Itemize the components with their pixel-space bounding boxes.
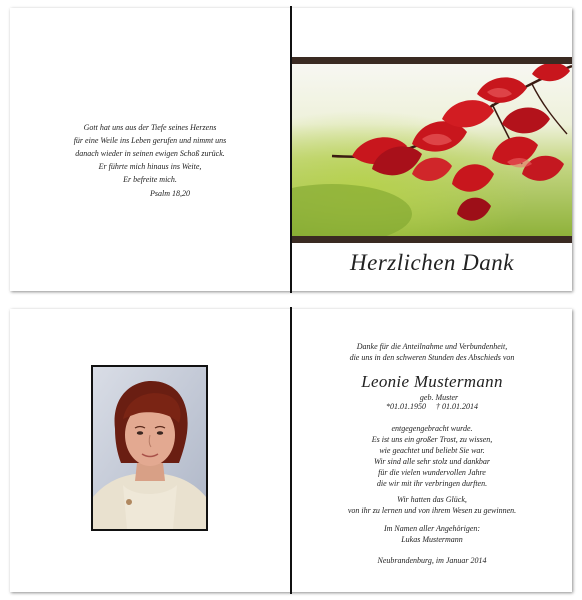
verse-reference: Psalm 18,20 bbox=[150, 189, 190, 198]
verse-line: danach wieder in seinen ewigen Schoß zurück. bbox=[75, 149, 225, 158]
death-date: † 01.01.2014 bbox=[436, 402, 478, 411]
verse-line: Er führte mich hinaus ins Weite, bbox=[98, 162, 202, 171]
body-line: wie geachtet und beliebt Sie war. bbox=[379, 446, 485, 455]
cover-panel bbox=[292, 8, 572, 291]
body-line: die wir mit ihr verbringen durften. bbox=[376, 479, 488, 488]
intro-line: die uns in den schweren Stunden des Abschieds von bbox=[349, 353, 515, 362]
body-line: entgegengebracht wurde. bbox=[391, 424, 473, 433]
portrait-frame bbox=[91, 365, 208, 531]
body-text bbox=[292, 423, 572, 489]
verse-panel bbox=[10, 8, 290, 291]
verse-text bbox=[10, 121, 290, 186]
verse-line: Er befreite mich. bbox=[123, 175, 177, 184]
birth-date: *01.01.1950 bbox=[386, 402, 426, 411]
red-leaves-image bbox=[292, 64, 572, 236]
verse-line: für eine Weile ins Leben gerufen und nimmt uns bbox=[73, 136, 227, 145]
verse-line: Gott hat uns aus der Tiefe seines Herzens bbox=[83, 123, 217, 132]
signature-text bbox=[292, 523, 572, 545]
quote-line: Wir hatten das Glück, bbox=[397, 495, 467, 504]
portrait-panel bbox=[10, 309, 290, 592]
signature-line: Lukas Mustermann bbox=[401, 535, 463, 544]
intro-text bbox=[292, 341, 572, 363]
life-dates bbox=[292, 401, 572, 412]
body-line: Es ist uns ein großer Trost, zu wissen, bbox=[371, 435, 493, 444]
maiden-name: geb. Muster bbox=[419, 393, 459, 402]
photo-bar-bottom bbox=[292, 236, 572, 243]
intro-line: Danke für die Anteilnahme und Verbundenheit, bbox=[356, 342, 508, 351]
body-line: Wir sind alle sehr stolz und dankbar bbox=[373, 457, 490, 466]
thanks-panel bbox=[292, 309, 572, 592]
quote-text bbox=[292, 494, 572, 516]
photo-bar-top bbox=[292, 57, 572, 64]
signature-line: Im Namen aller Angehörigen: bbox=[383, 524, 481, 533]
quote-line: von ihr zu lernen und von ihrem Wesen zu gewinnen. bbox=[347, 506, 517, 515]
deceased-name: Leonie Mustermann bbox=[361, 372, 503, 391]
leaf-photo bbox=[292, 64, 572, 236]
card-title: Herzlichen Dank bbox=[350, 250, 514, 275]
card-inside-bottom bbox=[10, 309, 572, 592]
body-line: für die vielen wundervollen Jahre bbox=[378, 468, 486, 477]
portrait-photo bbox=[93, 367, 206, 529]
place-date: Neubrandenburg, im Januar 2014 bbox=[377, 556, 487, 565]
card-inside-top bbox=[10, 8, 572, 291]
